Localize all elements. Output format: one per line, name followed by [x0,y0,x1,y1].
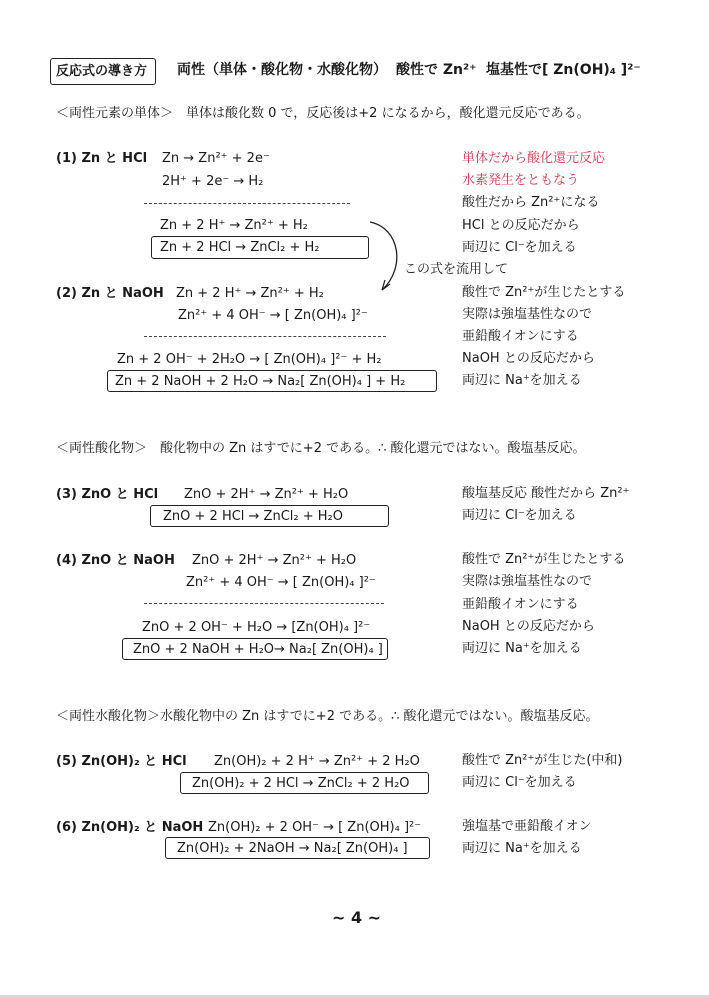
p5-note-2: 両辺に Cl⁻を加える [462,775,577,790]
problem-6-label: (6) Zn(OH)₂ と NaOH [56,820,204,835]
problem-1-label: (1) Zn と HCl [56,151,148,166]
p6-note-1: 強塩基で亜鉛酸イオン [462,819,592,834]
p4-eq2: Zn²⁺ + 4 OH⁻ → [ Zn(OH)₄ ]²⁻ [186,575,376,590]
p2-eq3: Zn + 2 OH⁻ + 2H₂O → [ Zn(OH)₄ ]²⁻ + H₂ [117,352,382,367]
p3-eq1: ZnO + 2H⁺ → Zn²⁺ + H₂O [184,487,349,502]
p3-note-2: 両辺に Cl⁻を加える [462,508,577,523]
p4-note-1: 酸性で Zn²⁺が生じたとする [462,552,626,567]
section-intro-oxides: ＜両性酸化物＞ 酸化物中の Zn はすでに+2 である。∴ 酸化還元ではない。酸塩基反応。 [56,441,586,456]
header-label: 反応式の導き方 [56,64,148,79]
p2-note-3: 亜鉛酸イオンにする [462,329,579,344]
p5-eq1: Zn(OH)₂ + 2 H⁺ → Zn²⁺ + 2 H₂O [214,754,420,769]
p3-eq2: ZnO + 2 HCl → ZnCl₂ + H₂O [163,509,343,524]
p1-note-4: HCl との反応だから [462,218,580,233]
page-number: ~ 4 ~ [332,908,382,927]
p1-note-3: 酸性だから Zn²⁺になる [462,195,600,210]
problem-5-label: (5) Zn(OH)₂ と HCl [56,754,187,769]
p2-eq1: Zn + 2 H⁺ → Zn²⁺ + H₂ [176,286,324,301]
p2-note-5: 両辺に Na⁺を加える [462,373,582,388]
arrow-note: この式を流用して [404,262,509,277]
section-intro-hydroxides: ＜両性水酸化物＞水酸化物中の Zn はすでに+2 である。∴ 酸化還元ではない。酸塩基反応。 [56,709,599,724]
p2-note-1: 酸性で Zn²⁺が生じたとする [462,285,626,300]
p4-eq1: ZnO + 2H⁺ → Zn²⁺ + H₂O [192,553,357,568]
p1-eq1: Zn → Zn²⁺ + 2e⁻ [162,151,270,166]
p1-eq3: Zn + 2 H⁺ → Zn²⁺ + H₂ [160,218,308,233]
p2-note-4: NaOH との反応だから [462,351,595,366]
p6-note-2: 両辺に Na⁺を加える [462,841,582,856]
problem-3-label: (3) ZnO と HCl [56,487,159,502]
p1-note-1: 単体だから酸化還元反応 [462,151,606,166]
p4-note-4: NaOH との反応だから [462,619,595,634]
p2-note-2: 実際は強塩基性なので [462,307,593,322]
p4-note-2: 実際は強塩基性なので [462,574,593,589]
p4-note-3: 亜鉛酸イオンにする [462,597,579,612]
section-intro-elements: ＜両性元素の単体＞ 単体は酸化数 0 で，反応後は+2 になるから，酸化還元反応である。 [56,106,590,121]
p1-note-5: 両辺に Cl⁻を加える [462,240,577,255]
p4-divider [144,603,384,604]
header-subtitle: 両性（単体・酸化物・水酸化物） [177,62,387,78]
p5-note-1: 酸性で Zn²⁺が生じた(中和) [462,753,623,768]
p1-note-2: 水素発生をともなう [462,173,580,188]
p3-note-1: 酸塩基反応 酸性だから Zn²⁺ [462,486,630,501]
header-base: 塩基性で[ Zn(OH)₄ ]²⁻ [486,62,641,78]
p2-eq4: Zn + 2 NaOH + 2 H₂O → Na₂[ Zn(OH)₄ ] + H₂ [115,374,406,389]
p4-note-5: 両辺に Na⁺を加える [462,641,582,656]
p6-eq1: Zn(OH)₂ + 2 OH⁻ → [ Zn(OH)₄ ]²⁻ [208,820,422,835]
problem-2-label: (2) Zn と NaOH [56,286,164,301]
p1-eq2: 2H⁺ + 2e⁻ → H₂ [162,174,264,189]
curved-arrow-icon [360,218,410,298]
problem-4-label: (4) ZnO と NaOH [56,553,175,568]
p5-eq2: Zn(OH)₂ + 2 HCl → ZnCl₂ + 2 H₂O [192,776,410,791]
p4-eq3: ZnO + 2 OH⁻ + H₂O → [Zn(OH)₄ ]²⁻ [142,620,371,635]
p6-eq2: Zn(OH)₂ + 2NaOH → Na₂[ Zn(OH)₄ ] [177,841,408,856]
p2-divider [144,336,386,337]
p1-eq4: Zn + 2 HCl → ZnCl₂ + H₂ [160,240,320,255]
header-acid: 酸性で Zn²⁺ [396,62,477,78]
p4-eq4: ZnO + 2 NaOH + H₂O→ Na₂[ Zn(OH)₄ ] [133,642,383,657]
p2-eq2: Zn²⁺ + 4 OH⁻ → [ Zn(OH)₄ ]²⁻ [178,308,368,323]
p1-divider [144,203,350,204]
